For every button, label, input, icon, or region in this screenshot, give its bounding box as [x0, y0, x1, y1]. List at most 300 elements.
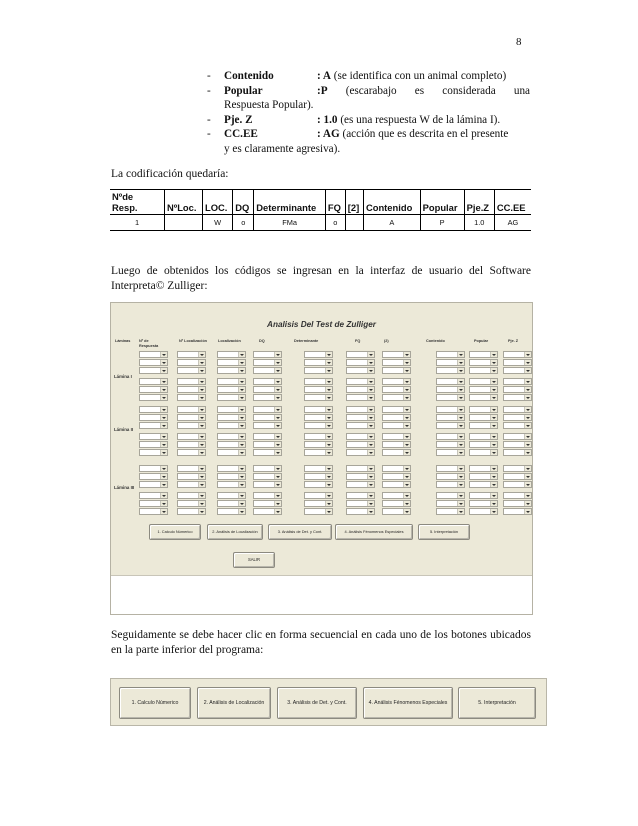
select-dropdown[interactable] — [139, 441, 168, 448]
select-dropdown[interactable] — [346, 406, 375, 413]
select-dropdown[interactable] — [177, 422, 206, 429]
select-dropdown[interactable] — [253, 422, 282, 429]
select-dropdown[interactable] — [304, 465, 333, 472]
dropdown-arrow-icon — [160, 493, 167, 498]
interpretacion-button[interactable]: 5. Interpretación — [458, 687, 536, 719]
select-dropdown[interactable] — [304, 473, 333, 480]
cell-2 — [345, 215, 363, 231]
dropdown-arrow-icon — [238, 501, 245, 506]
select-dropdown[interactable] — [436, 492, 465, 499]
window-title: Analisis Del Test de Zulliger — [267, 320, 376, 329]
select-dropdown[interactable] — [436, 449, 465, 456]
select-dropdown[interactable] — [253, 378, 282, 385]
select-dropdown[interactable] — [346, 449, 375, 456]
select-dropdown[interactable] — [139, 500, 168, 507]
select-dropdown[interactable] — [253, 359, 282, 366]
select-dropdown[interactable] — [304, 508, 333, 515]
select-dropdown[interactable] — [217, 465, 246, 472]
dropdown-arrow-icon — [403, 368, 410, 373]
dropdown-arrow-icon — [274, 466, 281, 471]
select-dropdown[interactable] — [469, 449, 498, 456]
select-dropdown[interactable] — [436, 386, 465, 393]
select-dropdown[interactable] — [304, 359, 333, 366]
select-dropdown[interactable] — [217, 351, 246, 358]
select-dropdown[interactable] — [503, 508, 532, 515]
dropdown-arrow-icon — [403, 407, 410, 412]
select-dropdown[interactable] — [503, 441, 532, 448]
dropdown-arrow-icon — [274, 423, 281, 428]
analisis-det-cont-button[interactable]: 3. Análisis de Det. y Cont. — [268, 524, 332, 540]
select-dropdown[interactable] — [469, 433, 498, 440]
select-dropdown[interactable] — [217, 441, 246, 448]
select-dropdown[interactable] — [382, 465, 411, 472]
dropdown-arrow-icon — [274, 387, 281, 392]
select-dropdown[interactable] — [346, 394, 375, 401]
select-dropdown[interactable] — [503, 406, 532, 413]
select-dropdown[interactable] — [503, 465, 532, 472]
select-dropdown[interactable] — [304, 394, 333, 401]
dropdown-arrow-icon — [198, 482, 205, 487]
dropdown-arrow-icon — [367, 387, 374, 392]
select-dropdown[interactable] — [503, 481, 532, 488]
dropdown-arrow-icon — [367, 415, 374, 420]
select-dropdown[interactable] — [503, 394, 532, 401]
select-dropdown[interactable] — [177, 500, 206, 507]
select-dropdown[interactable] — [346, 386, 375, 393]
dropdown-arrow-icon — [490, 352, 497, 357]
cell-loc: W — [203, 215, 233, 231]
dropdown-arrow-icon — [198, 387, 205, 392]
dropdown-arrow-icon — [403, 395, 410, 400]
dropdown-arrow-icon — [238, 474, 245, 479]
select-dropdown[interactable] — [177, 465, 206, 472]
select-dropdown[interactable] — [253, 386, 282, 393]
select-dropdown[interactable] — [469, 378, 498, 385]
dropdown-arrow-icon — [367, 407, 374, 412]
select-dropdown[interactable] — [346, 351, 375, 358]
select-dropdown[interactable] — [346, 414, 375, 421]
dropdown-arrow-icon — [490, 474, 497, 479]
select-dropdown[interactable] — [503, 422, 532, 429]
select-dropdown[interactable] — [346, 422, 375, 429]
page-number: 8 — [516, 36, 522, 48]
dropdown-arrow-icon — [457, 395, 464, 400]
select-dropdown[interactable] — [346, 508, 375, 515]
select-dropdown[interactable] — [139, 433, 168, 440]
select-dropdown[interactable] — [346, 492, 375, 499]
select-dropdown[interactable] — [139, 508, 168, 515]
dropdown-arrow-icon — [457, 434, 464, 439]
select-dropdown[interactable] — [217, 367, 246, 374]
select-dropdown[interactable] — [253, 481, 282, 488]
analisis-fenomenos-button[interactable]: 4. Análisis Fénomenos Especiales — [363, 687, 453, 719]
select-dropdown[interactable] — [139, 386, 168, 393]
select-dropdown[interactable] — [253, 351, 282, 358]
select-dropdown[interactable] — [304, 449, 333, 456]
dropdown-arrow-icon — [325, 423, 332, 428]
dropdown-arrow-icon — [490, 379, 497, 384]
select-dropdown[interactable] — [469, 414, 498, 421]
dropdown-arrow-icon — [524, 379, 531, 384]
select-dropdown[interactable] — [177, 481, 206, 488]
select-dropdown[interactable] — [253, 394, 282, 401]
select-dropdown[interactable] — [436, 394, 465, 401]
dropdown-arrow-icon — [367, 509, 374, 514]
dropdown-arrow-icon — [274, 395, 281, 400]
select-dropdown[interactable] — [304, 378, 333, 385]
select-dropdown[interactable] — [253, 492, 282, 499]
select-dropdown[interactable] — [469, 406, 498, 413]
select-dropdown[interactable] — [382, 359, 411, 366]
select-dropdown[interactable] — [382, 508, 411, 515]
dropdown-arrow-icon — [403, 501, 410, 506]
select-dropdown[interactable] — [177, 473, 206, 480]
dropdown-arrow-icon — [325, 395, 332, 400]
select-dropdown[interactable] — [177, 414, 206, 421]
select-dropdown[interactable] — [382, 414, 411, 421]
dropdown-arrow-icon — [524, 415, 531, 420]
select-dropdown[interactable] — [304, 492, 333, 499]
select-dropdown[interactable] — [382, 378, 411, 385]
cell-pjez: 1.0 — [464, 215, 494, 231]
definition-continuation: y es claramente agresiva). — [224, 142, 341, 155]
select-dropdown[interactable] — [217, 508, 246, 515]
select-dropdown[interactable] — [503, 449, 532, 456]
dropdown-arrow-icon — [403, 379, 410, 384]
select-dropdown[interactable] — [469, 394, 498, 401]
col-2: (2) — [384, 339, 389, 343]
select-dropdown[interactable] — [346, 433, 375, 440]
dropdown-arrow-icon — [325, 368, 332, 373]
interpretacion-button[interactable]: 5. Interpretación — [418, 524, 470, 540]
select-dropdown[interactable] — [217, 394, 246, 401]
dropdown-arrow-icon — [198, 442, 205, 447]
select-dropdown[interactable] — [253, 449, 282, 456]
dropdown-arrow-icon — [274, 474, 281, 479]
select-dropdown[interactable] — [469, 473, 498, 480]
select-dropdown[interactable] — [139, 465, 168, 472]
select-dropdown[interactable] — [139, 422, 168, 429]
select-dropdown[interactable] — [469, 367, 498, 374]
select-dropdown[interactable] — [436, 473, 465, 480]
cell-determinante: FMa — [254, 215, 326, 231]
select-dropdown[interactable] — [436, 465, 465, 472]
select-dropdown[interactable] — [304, 406, 333, 413]
select-dropdown[interactable] — [177, 394, 206, 401]
select-dropdown[interactable] — [382, 394, 411, 401]
select-dropdown[interactable] — [139, 394, 168, 401]
dropdown-arrow-icon — [367, 352, 374, 357]
dropdown-arrow-icon — [367, 466, 374, 471]
select-dropdown[interactable] — [503, 433, 532, 440]
select-dropdown[interactable] — [382, 473, 411, 480]
select-dropdown[interactable] — [503, 500, 532, 507]
select-dropdown[interactable] — [139, 367, 168, 374]
lamina-1-label: Lámina I — [114, 374, 132, 379]
dropdown-arrow-icon — [403, 482, 410, 487]
dropdown-arrow-icon — [160, 474, 167, 479]
select-dropdown[interactable] — [436, 422, 465, 429]
code-definitions-list — [207, 69, 530, 157]
dropdown-arrow-icon — [403, 442, 410, 447]
select-dropdown[interactable] — [217, 449, 246, 456]
select-dropdown[interactable] — [217, 481, 246, 488]
select-dropdown[interactable] — [382, 351, 411, 358]
select-dropdown[interactable] — [346, 367, 375, 374]
dropdown-arrow-icon — [367, 501, 374, 506]
dropdown-arrow-icon — [457, 368, 464, 373]
select-dropdown[interactable] — [436, 406, 465, 413]
analisis-det-cont-button[interactable]: 3. Análisis de Det. y Cont. — [277, 687, 357, 719]
cell-resp: 1 — [134, 218, 140, 227]
select-dropdown[interactable] — [382, 481, 411, 488]
dropdown-arrow-icon — [238, 493, 245, 498]
select-dropdown[interactable] — [217, 378, 246, 385]
select-dropdown[interactable] — [382, 492, 411, 499]
select-dropdown[interactable] — [139, 378, 168, 385]
dropdown-arrow-icon — [367, 450, 374, 455]
dropdown-arrow-icon — [490, 368, 497, 373]
col-localizacion: Localización — [218, 339, 241, 343]
select-dropdown[interactable] — [469, 386, 498, 393]
select-dropdown[interactable] — [436, 481, 465, 488]
dropdown-arrow-icon — [490, 407, 497, 412]
select-dropdown[interactable] — [346, 473, 375, 480]
select-dropdown[interactable] — [503, 359, 532, 366]
select-dropdown[interactable] — [139, 473, 168, 480]
dropdown-arrow-icon — [490, 501, 497, 506]
dropdown-arrow-icon — [403, 466, 410, 471]
select-dropdown[interactable] — [139, 414, 168, 421]
dropdown-arrow-icon — [325, 352, 332, 357]
coding-intro: La codificación quedaría: — [111, 168, 229, 180]
select-dropdown[interactable] — [503, 367, 532, 374]
select-dropdown[interactable] — [304, 433, 333, 440]
col-respuesta: Nº de Respuesta — [139, 339, 159, 348]
window-footer-area — [111, 575, 532, 615]
select-dropdown[interactable] — [436, 367, 465, 374]
select-dropdown[interactable] — [436, 378, 465, 385]
select-dropdown[interactable] — [382, 449, 411, 456]
select-dropdown[interactable] — [436, 500, 465, 507]
select-dropdown[interactable] — [177, 492, 206, 499]
header-2: [2] — [345, 190, 363, 215]
dropdown-arrow-icon — [490, 434, 497, 439]
dropdown-arrow-icon — [160, 466, 167, 471]
analisis-fenomenos-button[interactable]: 4. Análisis Fénomenos Especiales — [335, 524, 413, 540]
select-dropdown[interactable] — [177, 433, 206, 440]
select-dropdown[interactable] — [177, 449, 206, 456]
select-dropdown[interactable] — [382, 406, 411, 413]
select-dropdown[interactable] — [469, 492, 498, 499]
dropdown-arrow-icon — [198, 379, 205, 384]
select-dropdown[interactable] — [177, 508, 206, 515]
calculo-numerico-button[interactable]: 1. Calculo Númerico — [149, 524, 201, 540]
dropdown-arrow-icon — [524, 450, 531, 455]
select-dropdown[interactable] — [217, 414, 246, 421]
select-dropdown[interactable] — [253, 433, 282, 440]
select-dropdown[interactable] — [217, 422, 246, 429]
select-dropdown[interactable] — [346, 359, 375, 366]
select-dropdown[interactable] — [253, 508, 282, 515]
select-dropdown[interactable] — [217, 473, 246, 480]
select-dropdown[interactable] — [304, 351, 333, 358]
select-dropdown[interactable] — [304, 386, 333, 393]
calculo-numerico-button[interactable]: 1. Calculo Númerico — [119, 687, 191, 719]
select-dropdown[interactable] — [177, 378, 206, 385]
dropdown-arrow-icon — [274, 415, 281, 420]
select-dropdown[interactable] — [346, 481, 375, 488]
col-fq: FQ — [355, 339, 361, 343]
select-dropdown[interactable] — [139, 492, 168, 499]
select-dropdown[interactable] — [469, 508, 498, 515]
select-dropdown[interactable] — [139, 359, 168, 366]
dropdown-arrow-icon — [274, 407, 281, 412]
select-dropdown[interactable] — [177, 406, 206, 413]
dropdown-arrow-icon — [160, 352, 167, 357]
dropdown-arrow-icon — [403, 352, 410, 357]
col-nlocalizacion: Nº Localización — [179, 339, 207, 343]
dropdown-arrow-icon — [457, 442, 464, 447]
select-dropdown[interactable] — [253, 465, 282, 472]
dropdown-arrow-icon — [403, 474, 410, 479]
dropdown-arrow-icon — [274, 442, 281, 447]
select-dropdown[interactable] — [346, 378, 375, 385]
select-dropdown[interactable] — [503, 386, 532, 393]
dropdown-arrow-icon — [524, 360, 531, 365]
select-dropdown[interactable] — [382, 422, 411, 429]
select-dropdown[interactable] — [503, 492, 532, 499]
dropdown-arrow-icon — [403, 360, 410, 365]
select-dropdown[interactable] — [469, 422, 498, 429]
select-dropdown[interactable] — [382, 367, 411, 374]
header-determinante: Determinante — [254, 190, 326, 215]
select-dropdown[interactable] — [503, 473, 532, 480]
select-dropdown[interactable] — [253, 406, 282, 413]
select-dropdown[interactable] — [253, 441, 282, 448]
select-dropdown[interactable] — [382, 386, 411, 393]
select-dropdown[interactable] — [346, 441, 375, 448]
dropdown-arrow-icon — [367, 434, 374, 439]
select-dropdown[interactable] — [382, 441, 411, 448]
dropdown-arrow-icon — [325, 360, 332, 365]
select-dropdown[interactable] — [346, 500, 375, 507]
dropdown-arrow-icon — [524, 482, 531, 487]
select-dropdown[interactable] — [304, 414, 333, 421]
dropdown-arrow-icon — [238, 407, 245, 412]
select-dropdown[interactable] — [139, 481, 168, 488]
dropdown-arrow-icon — [490, 442, 497, 447]
dropdown-arrow-icon — [160, 450, 167, 455]
select-dropdown[interactable] — [253, 414, 282, 421]
select-dropdown[interactable] — [382, 433, 411, 440]
dropdown-arrow-icon — [198, 360, 205, 365]
select-dropdown[interactable] — [469, 351, 498, 358]
select-dropdown[interactable] — [177, 386, 206, 393]
select-dropdown[interactable] — [253, 473, 282, 480]
dropdown-arrow-icon — [524, 466, 531, 471]
table-row — [110, 215, 531, 231]
select-dropdown[interactable] — [177, 351, 206, 358]
select-dropdown[interactable] — [436, 351, 465, 358]
dropdown-arrow-icon — [274, 352, 281, 357]
select-dropdown[interactable] — [139, 406, 168, 413]
select-dropdown[interactable] — [177, 367, 206, 374]
dropdown-arrow-icon — [160, 407, 167, 412]
dropdown-arrow-icon — [524, 407, 531, 412]
dropdown-arrow-icon — [160, 423, 167, 428]
select-dropdown[interactable] — [503, 414, 532, 421]
analisis-localizacion-button[interactable]: 2. Análisis de Localización — [207, 524, 263, 540]
select-dropdown[interactable] — [217, 433, 246, 440]
dropdown-arrow-icon — [490, 450, 497, 455]
dropdown-arrow-icon — [198, 423, 205, 428]
select-dropdown[interactable] — [139, 449, 168, 456]
dropdown-arrow-icon — [457, 407, 464, 412]
select-dropdown[interactable] — [217, 386, 246, 393]
header-pjez: Pje.Z — [464, 190, 494, 215]
dropdown-arrow-icon — [160, 387, 167, 392]
select-dropdown[interactable] — [217, 359, 246, 366]
select-dropdown[interactable] — [436, 508, 465, 515]
select-dropdown[interactable] — [382, 500, 411, 507]
select-dropdown[interactable] — [253, 500, 282, 507]
select-dropdown[interactable] — [217, 492, 246, 499]
select-dropdown[interactable] — [304, 500, 333, 507]
select-dropdown[interactable] — [469, 500, 498, 507]
dropdown-arrow-icon — [274, 368, 281, 373]
select-dropdown[interactable] — [503, 378, 532, 385]
salir-button[interactable]: SALIR — [233, 552, 275, 568]
select-dropdown[interactable] — [304, 441, 333, 448]
dropdown-arrow-icon — [325, 407, 332, 412]
dropdown-arrow-icon — [160, 360, 167, 365]
select-dropdown[interactable] — [217, 500, 246, 507]
select-dropdown[interactable] — [436, 441, 465, 448]
dropdown-arrow-icon — [367, 368, 374, 373]
select-dropdown[interactable] — [469, 481, 498, 488]
coding-table-header — [110, 190, 531, 215]
select-dropdown[interactable] — [304, 481, 333, 488]
select-dropdown[interactable] — [304, 422, 333, 429]
select-dropdown[interactable] — [469, 359, 498, 366]
select-dropdown[interactable] — [469, 441, 498, 448]
select-dropdown[interactable] — [436, 433, 465, 440]
dropdown-arrow-icon — [367, 423, 374, 428]
select-dropdown[interactable] — [304, 367, 333, 374]
select-dropdown[interactable] — [253, 367, 282, 374]
select-dropdown[interactable] — [469, 465, 498, 472]
dropdown-arrow-icon — [274, 360, 281, 365]
select-dropdown[interactable] — [503, 351, 532, 358]
select-dropdown[interactable] — [436, 414, 465, 421]
select-dropdown[interactable] — [346, 465, 375, 472]
select-dropdown[interactable] — [139, 351, 168, 358]
dropdown-arrow-icon — [367, 474, 374, 479]
dropdown-arrow-icon — [490, 482, 497, 487]
analisis-localizacion-button[interactable]: 2. Análisis de Localización — [197, 687, 271, 719]
header-contenido: Contenido — [363, 190, 420, 215]
select-dropdown[interactable] — [177, 359, 206, 366]
dropdown-arrow-icon — [274, 450, 281, 455]
select-dropdown[interactable] — [436, 359, 465, 366]
dropdown-arrow-icon — [325, 415, 332, 420]
dropdown-arrow-icon — [367, 493, 374, 498]
select-dropdown[interactable] — [177, 441, 206, 448]
dropdown-arrow-icon — [325, 493, 332, 498]
select-dropdown[interactable] — [217, 406, 246, 413]
col-dq: DQ — [259, 339, 265, 343]
